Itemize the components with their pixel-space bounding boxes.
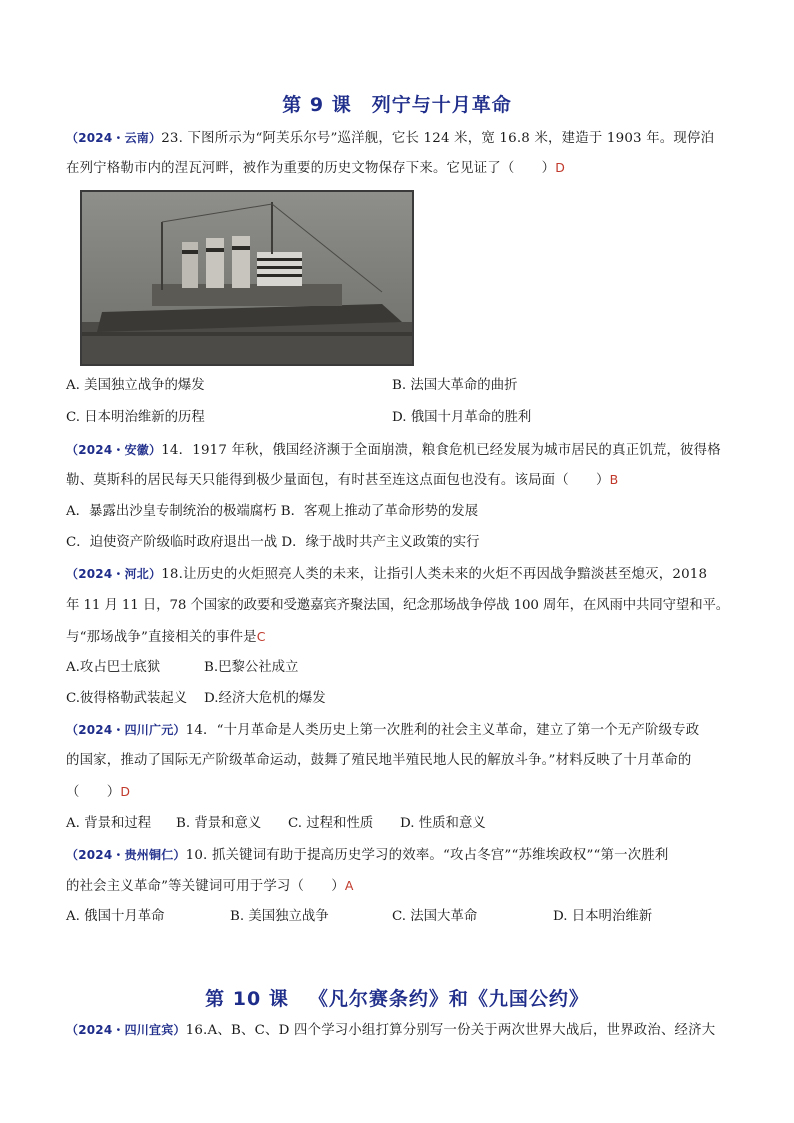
cruiser-photo-icon xyxy=(82,192,412,364)
q5-answer: A xyxy=(344,878,354,893)
q2-source: （2024・安徽） xyxy=(66,443,162,457)
q3-option-c: C.彼得格勒武装起义 xyxy=(66,691,188,706)
lesson-9-name: 列宁与十月革命 xyxy=(371,94,512,116)
q1-line-1 xyxy=(66,128,736,149)
q6-text-1: 16.A、B、C、D 四个学习小组打算分别写一份关于两次世界大战后，世界政治、经济大 xyxy=(185,1023,716,1038)
q1-option-b: B. 法国大革命的曲折 xyxy=(392,378,518,393)
q3-answer: C xyxy=(256,629,266,644)
q3-text-1: 18.让历史的火炬照亮人类的未来，让指引人类未来的火炬不再因战争黯淡甚至熄灭，2018 xyxy=(161,567,708,582)
q2-options-row-2: C．迫使资产阶级临时政府退出一战 D．缘于战时共产主义政策的实行 xyxy=(66,535,480,550)
q5-option-d: D. 日本明治维新 xyxy=(553,909,653,924)
q3-line-2 xyxy=(66,596,736,616)
q4-text-1: 14．“十月革命是人类历史上第一次胜利的社会主义革命，建立了第一个无产阶级专政 xyxy=(185,723,700,738)
q4-line-1 xyxy=(66,720,736,741)
q3-option-d: D.经济大危机的爆发 xyxy=(204,691,326,706)
q4-option-c: C. 过程和性质 xyxy=(288,816,374,831)
q2-answer: B xyxy=(609,472,619,487)
q5-option-b: B. 美国独立战争 xyxy=(230,909,329,924)
q4-source: （2024・四川广元） xyxy=(66,723,186,737)
q3-text-2: 年 11 月 11 日，78 个国家的政要和受邀嘉宾齐聚法国，纪念那场战争停战 100 周年，在风雨中共同守望和平。 xyxy=(66,598,730,613)
q1-line-2 xyxy=(66,158,736,179)
q2-text-1: 14．1917 年秋，俄国经济濒于全面崩溃，粮食危机已经发展为城市居民的真正饥荒，彼得格 xyxy=(161,443,721,458)
lesson-9-number: 第 9 课 xyxy=(282,94,352,116)
q5-option-a: A. 俄国十月革命 xyxy=(66,909,165,924)
lesson-10-name: 《凡尔赛条约》和《九国公约》 xyxy=(308,988,589,1010)
q3-source: （2024・河北） xyxy=(66,567,162,581)
lesson-10-title xyxy=(0,984,794,1011)
q1-option-c: C. 日本明治维新的历程 xyxy=(66,410,205,425)
q1-text-2: 在列宁格勒市内的涅瓦河畔，被作为重要的历史文物保存下来。它见证了（ ） xyxy=(66,161,556,176)
q3-option-a: A.攻占巴士底狱 xyxy=(66,660,161,675)
lesson-10-number: 第 10 课 xyxy=(205,988,289,1010)
q3-text-3: 与“那场战争”直接相关的事件是 xyxy=(66,630,257,645)
cruiser-photo xyxy=(80,190,414,366)
q5-line-2 xyxy=(66,876,736,897)
q2-text-2: 勒、莫斯科的居民每天只能得到极少量面包，有时甚至连这点面包也没有。该局面（ ） xyxy=(66,473,610,488)
q5-source: （2024・贵州铜仁） xyxy=(66,848,186,862)
q4-option-d: D. 性质和意义 xyxy=(400,816,486,831)
q3-option-b: B.巴黎公社成立 xyxy=(204,660,299,675)
q2-options-row-1: A．暴露出沙皇专制统治的极端腐朽 B．客观上推动了革命形势的发展 xyxy=(66,504,479,519)
q5-line-1 xyxy=(66,845,736,866)
q5-option-c: C. 法国大革命 xyxy=(392,909,478,924)
q6-line-1 xyxy=(66,1020,736,1041)
lesson-9-title xyxy=(0,90,794,117)
q2-line-1 xyxy=(66,440,736,461)
q5-text-2: 的社会主义革命”等关键词可用于学习（ ） xyxy=(66,879,345,894)
q4-option-a: A. 背景和过程 xyxy=(66,816,152,831)
q5-text-1: 10. 抓关键词有助于提高历史学习的效率。“攻占冬宫”“苏维埃政权”“第一次胜利 xyxy=(185,848,669,863)
q3-line-3 xyxy=(66,627,736,648)
q3-line-1 xyxy=(66,564,736,585)
q4-line-2 xyxy=(66,751,736,771)
q4-text-2: 的国家，推动了国际无产阶级革命运动，鼓舞了殖民地半殖民地人民的解放斗争。”材料反映了十月革命的 xyxy=(66,753,692,768)
q2-line-2 xyxy=(66,470,736,491)
q1-text-1: 23. 下图所示为“阿芙乐尔号”巡洋舰，它长 124 米，宽 16.8 米，建造于 1903 年。现停泊 xyxy=(161,131,715,146)
q1-answer: D xyxy=(555,160,566,175)
q4-answer: D xyxy=(120,784,131,799)
q4-text-3: （ ） xyxy=(66,785,121,800)
q4-option-b: B. 背景和意义 xyxy=(176,816,262,831)
q1-option-d: D. 俄国十月革命的胜利 xyxy=(392,410,532,425)
q1-source: （2024・云南） xyxy=(66,131,162,145)
q6-source: （2024・四川宜宾） xyxy=(66,1023,186,1037)
q4-line-3 xyxy=(66,782,736,803)
q1-option-a: A. 美国独立战争的爆发 xyxy=(66,378,205,393)
